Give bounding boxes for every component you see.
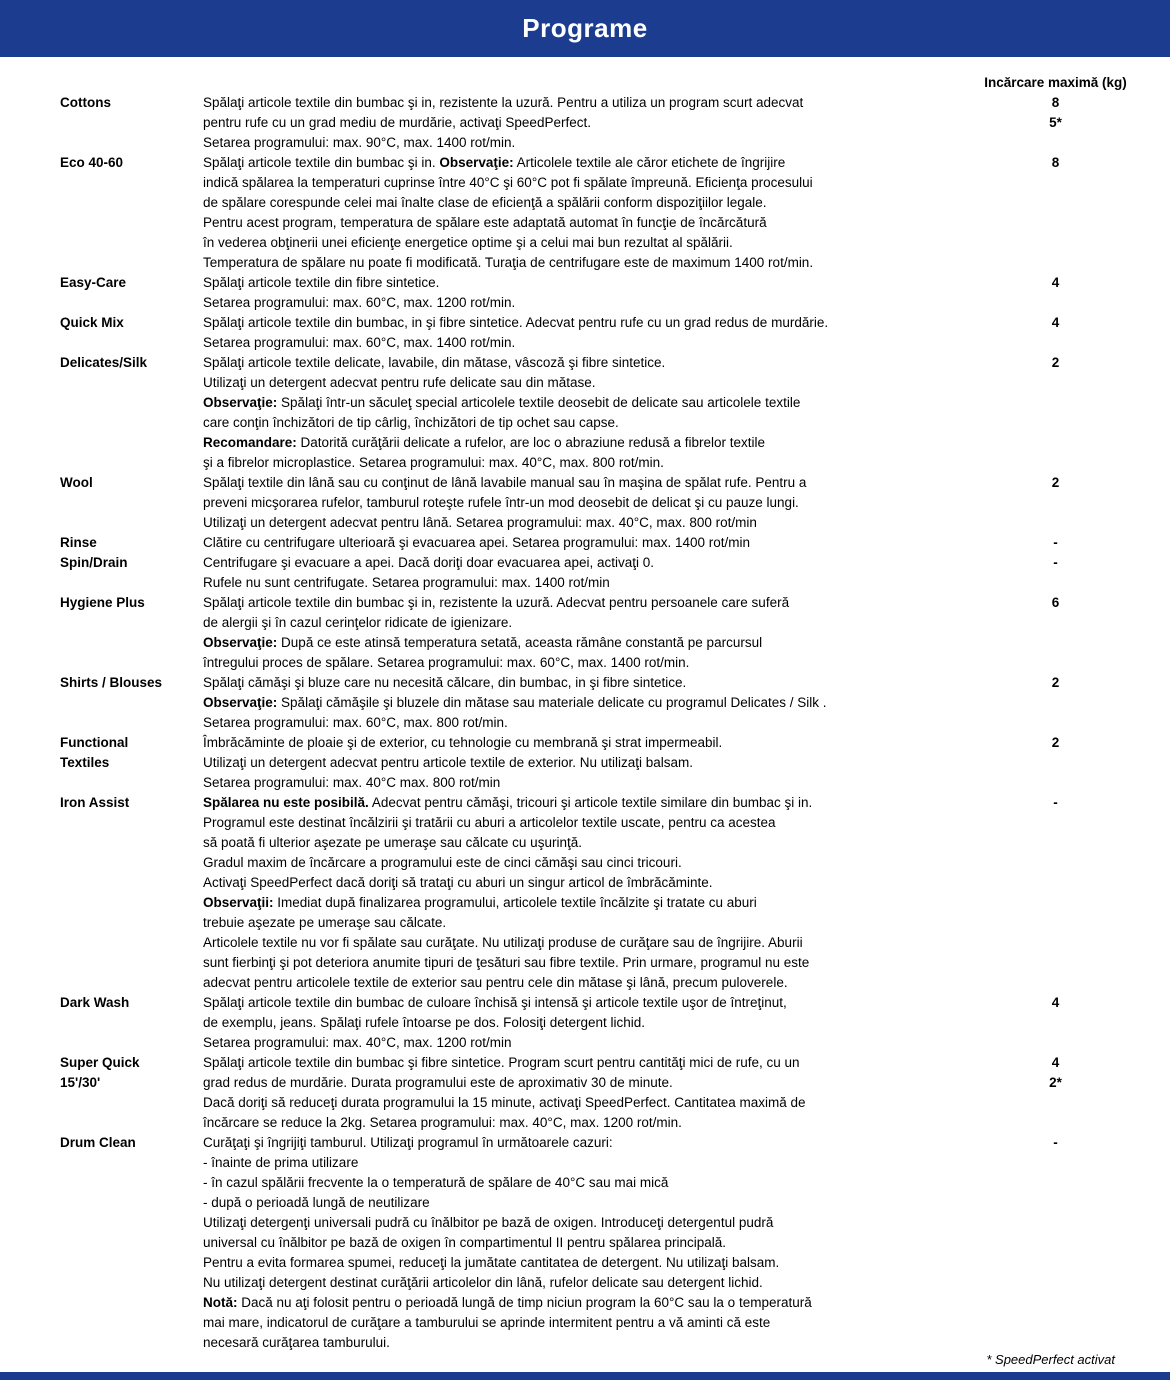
program-description: Spălaţi articole textile din bumbac şi fibre sintetice. Program scurt pentru cantităţi mici de rufe, cu un grad redus de murdărie. Durata programului este de aproximativ 30 de minute. Dacă doriţi să reduceţi durata programului la 15 minute, activaţi SpeedPerfect. Cantitatea maximă de încărcare se reduce la 2kg. Setarea programului: max. 40°C, max. 1200 rot/min. — [203, 1055, 806, 1130]
program-row — [60, 1133, 1170, 1353]
program-max-load: 2 — [1051, 355, 1060, 370]
program-name: Super Quick 15'/30' — [60, 1055, 140, 1090]
program-description: Spălaţi articole textile din fibre sintetice. Setarea programului: max. 60°C, max. 1200 rot/min. — [203, 275, 516, 310]
program-row — [60, 673, 1170, 733]
program-max-load: 2 — [1051, 475, 1060, 490]
program-name: Wool — [60, 475, 93, 490]
program-row — [60, 733, 1170, 793]
program-description: Spălaţi cămăşi şi bluze care nu necesită călcare, din bumbac, in şi fibre sintetice. Observaţie: Spălaţi cămăşile şi bluzele din mătase sau materiale delicate cu programul Delicates / Silk . Setarea programului: max. 60°C, max. 800 rot/min. — [203, 675, 827, 730]
program-max-load: - — [1053, 535, 1058, 550]
program-row — [60, 473, 1170, 533]
program-name: Hygiene Plus — [60, 595, 145, 610]
program-name: Drum Clean — [60, 1135, 136, 1150]
program-name: Delicates/Silk — [60, 355, 148, 370]
program-name: Spin/Drain — [60, 555, 128, 570]
program-row — [60, 153, 1170, 273]
program-name: Shirts / Blouses — [60, 675, 163, 690]
program-name: Easy-Care — [60, 275, 127, 290]
program-max-load: 2 — [1051, 675, 1060, 690]
program-description: Spălarea nu este posibilă. Adecvat pentru cămăşi, tricouri şi articole textile similare din bumbac şi in. Programul este destinat încălzirii şi tratării cu aburi a articolelor textile uscate, pentru ca acestea să poată fi ulterior aşezate pe umeraşe sau călcate cu uşurinţă. Gradul maxim de încărcare a programului este de cinci cămăşi sau cinci tricouri. Activaţi SpeedPerfect dacă doriţi să trataţi cu aburi un singur articol de îmbrăcăminte. Observaţii: Imediat după finalizarea programului, articolele textile încălzite şi tratate cu aburi trebuie aşezate pe umeraşe sau călcate. Articolele textile nu vor fi spălate sau curăţate. Nu utilizaţi produse de curăţare sau de îngrijire. Aburii sunt fierbinţi şi pot deteriora anumite tipuri de ţesături sau fibre textile. Prin urmare, programul nu este adecvat pentru articolele textile de exterior sau pentru cele din mătase şi lână, precum puloverele. — [203, 795, 813, 990]
program-row — [60, 553, 1170, 593]
program-description: Spălaţi articole textile din bumbac şi in, rezistente la uzură. Pentru a utiliza un program scurt adecvat pentru rufe cu un grad mediu de murdărie, activaţi SpeedPerfect. Setarea programului: max. 90°C, max. 1400 rot/min. — [203, 95, 804, 150]
page-title: Programe — [522, 13, 648, 43]
program-name: Eco 40-60 — [60, 155, 124, 170]
program-max-load: 4 — [1051, 275, 1060, 290]
program-description: Îmbrăcăminte de ploaie şi de exterior, cu tehnologie cu membrană şi strat impermeabil. Utilizaţi un detergent adecvat pentru articole textile de exterior. Nu utilizaţi balsam. Setarea programului: max. 40°C max. 800 rot/min — [203, 735, 723, 790]
program-description: Centrifugare şi evacuare a apei. Dacă doriţi doar evacuarea apei, activaţi 0. Rufele nu sunt centrifugate. Setarea programului: max. 1400 rot/min — [203, 555, 655, 590]
program-row — [60, 1053, 1170, 1133]
program-max-load: 4 — [1051, 995, 1060, 1010]
program-description: Spălaţi articole textile din bumbac de culoare închisă şi intensă şi articole textile uşor de întreţinut, de exemplu, jeans. Spălaţi rufele întoarse pe dos. Folosiţi detergent lichid. Setarea programului: max. 40°C, max. 1200 rot/min — [203, 995, 787, 1050]
program-max-load: - — [1053, 1135, 1058, 1150]
program-max-load: 6 — [1051, 595, 1060, 610]
table-header-row — [60, 73, 1170, 93]
program-description: Curăţaţi şi îngrijiţi tamburul. Utilizaţi programul în următoarele cazuri: - înainte de prima utilizare - în cazul spălării frecvente la o temperatură de spălare de 40°C sau mai mică - după o perioadă lungă de neutilizare Utilizaţi detergenţi universali pudră cu înălbitor pe bază de oxigen. Introduceţi detergentul pudră universal cu înălbitor pe bază de oxigen în compartimentul II pentru spălarea principală. Pentru a evita formarea spumei, reduceţi la jumătate cantitatea de detergent. Nu utilizaţi balsam. Nu utilizaţi detergent destinat curăţării articolelor din lână, rufelor delicate sau detergent lichid. Notă: Dacă nu aţi folosit pentru o perioadă lungă de timp niciun program la 60°C sau la o temperatură mai mare, indicatorul de curăţare a tamburului se aprinde intermitent pentru a vă aminti că este necesară curăţarea tamburului. — [203, 1135, 812, 1350]
program-name: Iron Assist — [60, 795, 130, 810]
program-name: Quick Mix — [60, 315, 124, 330]
load-column-header: Incărcare maximă (kg) — [984, 75, 1127, 90]
program-name: Functional Textiles — [60, 735, 129, 770]
footer-bar — [0, 1372, 1170, 1380]
program-name: Rinse — [60, 535, 97, 550]
program-row — [60, 993, 1170, 1053]
program-row — [60, 93, 1170, 153]
program-description: Spălaţi textile din lână sau cu conţinut de lână lavabile manual sau în maşina de spălat rufe. Pentru a preveni micşorarea rufelor, tamburul roteşte rufele într-un mod deosebit de delicat şi cu pauze lungi. Utilizaţi un detergent adecvat pentru lână. Setarea programului: max. 40°C, max. 800 rot/min — [203, 475, 807, 530]
programs-section — [0, 57, 1170, 1353]
program-row — [60, 353, 1170, 473]
program-description: Spălaţi articole textile din bumbac şi in. Observaţie: Articolele textile ale căror etichete de îngrijire indică spălarea la temperaturi cuprinse între 40°C şi 60°C pot fi spălate împreună. Eficienţa procesului de spălare corespunde celei mai înalte clase de eficienţă a spălării conform dispoziţiilor legale. Pentru acest program, temperatura de spălare este adaptată automat în funcţie de încărcătură în vederea obţinerii unei eficienţe energetice optime şi a celui mai bun rezultat al spălării. Temperatura de spălare nu poate fi modificată. Turaţia de centrifugare este de maximum 1400 rot/min. — [203, 155, 814, 270]
program-row — [60, 273, 1170, 313]
program-name: Cottons — [60, 95, 111, 110]
program-max-load: 4 — [1051, 315, 1060, 330]
program-max-load: 8 5* — [1049, 95, 1062, 130]
program-row — [60, 313, 1170, 353]
program-max-load: - — [1053, 795, 1058, 810]
program-row — [60, 533, 1170, 553]
program-max-load: 4 2* — [1049, 1055, 1062, 1090]
program-description: Spălaţi articole textile din bumbac, in şi fibre sintetice. Adecvat pentru rufe cu un grad redus de murdărie. Setarea programului: max. 60°C, max. 1400 rot/min. — [203, 315, 829, 350]
program-max-load: - — [1053, 555, 1058, 570]
program-max-load: 8 — [1051, 155, 1060, 170]
program-max-load: 2 — [1051, 735, 1060, 750]
header-bar — [0, 0, 1170, 57]
program-description: Clătire cu centrifugare ulterioară şi evacuarea apei. Setarea programului: max. 1400 rot/min — [203, 535, 751, 550]
program-row — [60, 593, 1170, 673]
programs-table — [60, 93, 1170, 1353]
program-name: Dark Wash — [60, 995, 130, 1010]
footnote: * SpeedPerfect activat — [986, 1352, 1115, 1367]
program-row — [60, 793, 1170, 993]
program-description: Spălaţi articole textile din bumbac şi in, rezistente la uzură. Adecvat pentru persoanele care suferă de alergii şi în cazul cerinţelor ridicate de igienizare. Observaţie: După ce este atinsă temperatura setată, aceasta rămâne constantă pe parcursul întregului proces de spălare. Setarea programului: max. 60°C, max. 1400 rot/min. — [203, 595, 790, 670]
program-description: Spălaţi articole textile delicate, lavabile, din mătase, vâscoză şi fibre sintetice. Utilizaţi un detergent adecvat pentru rufe delicate sau din mătase. Observaţie: Spălaţi într-un săculeţ special articolele textile deosebit de delicate sau articolele textile care conţin închizători de tip cârlig, închizători de tip ochet sau capse. Recomandare: Datorită curăţării delicate a rufelor, are loc o abraziune redusă a fibrelor textile şi a fibrelor microplastice. Setarea programului: max. 40°C, max. 800 rot/min. — [203, 355, 801, 470]
